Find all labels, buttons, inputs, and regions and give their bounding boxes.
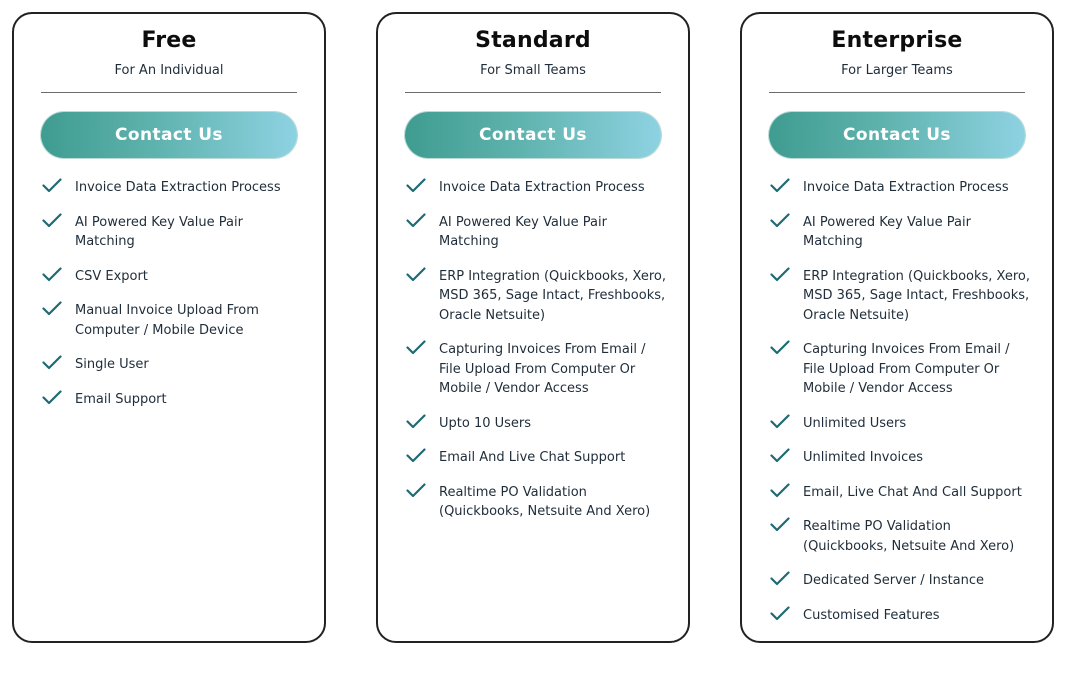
- checkmark-icon: [406, 414, 426, 430]
- feature-item: [42, 267, 305, 287]
- feature-item: [770, 571, 1033, 591]
- feature-text: Capturing Invoices From Email / File Upload From Computer Or Mobile / Vendor Access: [439, 342, 646, 396]
- checkmark-icon: [770, 571, 790, 587]
- feature-text: Email Support: [75, 391, 167, 407]
- feature-item: [406, 414, 669, 434]
- feature-item: [770, 213, 1033, 252]
- checkmark-icon: [770, 340, 790, 356]
- plan-subtitle: For Small Teams: [480, 63, 586, 78]
- feature-item: [406, 483, 669, 522]
- feature-item: [406, 213, 669, 252]
- contact-us-button[interactable]: Contact Us: [769, 112, 1025, 158]
- checkmark-icon: [770, 213, 790, 229]
- checkmark-icon: [42, 267, 62, 283]
- plan-title: Enterprise: [831, 28, 963, 53]
- feature-text: CSV Export: [75, 268, 148, 284]
- checkmark-icon: [42, 301, 62, 317]
- feature-text: Dedicated Server / Instance: [803, 573, 985, 588]
- feature-item: [770, 606, 1033, 626]
- checkmark-icon: [770, 414, 790, 430]
- feature-text: Single User: [75, 357, 149, 372]
- plan-card-enterprise: [740, 12, 1054, 643]
- checkmark-icon: [406, 178, 426, 194]
- contact-us-button[interactable]: Contact Us: [405, 112, 661, 158]
- feature-item: [770, 178, 1033, 198]
- feature-item: [770, 340, 1033, 399]
- feature-text: Capturing Invoices From Email / File Upload From Computer Or Mobile / Vendor Access: [803, 342, 1010, 396]
- feature-item: [42, 355, 305, 375]
- feature-item: [42, 178, 305, 198]
- plan-title: Free: [141, 28, 197, 53]
- feature-item: [770, 448, 1033, 468]
- checkmark-icon: [42, 213, 62, 229]
- checkmark-icon: [406, 448, 426, 464]
- checkmark-icon: [770, 267, 790, 283]
- feature-item: [770, 483, 1033, 503]
- feature-list: [14, 178, 324, 409]
- feature-text: Customised Features: [803, 607, 940, 623]
- contact-us-button[interactable]: Contact Us: [41, 112, 297, 158]
- feature-item: [42, 390, 305, 410]
- checkmark-icon: [42, 178, 62, 194]
- feature-text: Upto 10 Users: [439, 415, 532, 431]
- divider: [769, 92, 1025, 93]
- feature-text: Unlimited Users: [803, 415, 907, 431]
- checkmark-icon: [770, 448, 790, 464]
- divider: [405, 92, 661, 93]
- feature-item: [406, 340, 669, 399]
- feature-item: [770, 414, 1033, 434]
- feature-text: ERP Integration (Quickbooks, Xero, MSD 365, Sage Intact, Freshbooks, Oracle Netsuite): [439, 268, 667, 323]
- divider: [41, 92, 297, 93]
- checkmark-icon: [406, 267, 426, 283]
- feature-item: [406, 448, 669, 468]
- plan-title: Standard: [475, 28, 591, 53]
- plan-card-standard: [376, 12, 690, 643]
- checkmark-icon: [406, 340, 426, 356]
- checkmark-icon: [42, 390, 62, 406]
- checkmark-icon: [42, 355, 62, 371]
- plan-card-free: [12, 12, 326, 643]
- feature-text: Realtime PO Validation (Quickbooks, Netsuite And Xero): [803, 519, 1015, 554]
- plan-subtitle: For Larger Teams: [841, 63, 953, 78]
- feature-item: [770, 517, 1033, 556]
- feature-text: Invoice Data Extraction Process: [439, 180, 645, 195]
- feature-text: ERP Integration (Quickbooks, Xero, MSD 365, Sage Intact, Freshbooks, Oracle Netsuite): [803, 268, 1031, 323]
- feature-text: Invoice Data Extraction Process: [75, 180, 281, 195]
- feature-text: Email, Live Chat And Call Support: [803, 484, 1022, 500]
- feature-text: Email And Live Chat Support: [439, 450, 626, 465]
- checkmark-icon: [770, 517, 790, 533]
- plan-subtitle: For An Individual: [114, 63, 224, 78]
- checkmark-icon: [406, 483, 426, 499]
- feature-item: [406, 178, 669, 198]
- feature-text: AI Powered Key Value Pair Matching: [439, 214, 607, 249]
- checkmark-icon: [406, 213, 426, 229]
- feature-item: [406, 267, 669, 326]
- feature-list: [742, 178, 1052, 625]
- checkmark-icon: [770, 606, 790, 622]
- feature-list: [378, 178, 688, 522]
- feature-text: Unlimited Invoices: [803, 450, 923, 465]
- feature-text: Realtime PO Validation (Quickbooks, Netsuite And Xero): [439, 484, 651, 519]
- checkmark-icon: [770, 178, 790, 194]
- feature-item: [770, 267, 1033, 326]
- checkmark-icon: [770, 483, 790, 499]
- feature-text: Invoice Data Extraction Process: [803, 180, 1009, 195]
- feature-text: AI Powered Key Value Pair Matching: [803, 214, 971, 249]
- feature-item: [42, 213, 305, 252]
- feature-text: AI Powered Key Value Pair Matching: [75, 214, 243, 249]
- feature-text: Manual Invoice Upload From Computer / Mobile Device: [75, 303, 259, 338]
- feature-item: [42, 301, 305, 340]
